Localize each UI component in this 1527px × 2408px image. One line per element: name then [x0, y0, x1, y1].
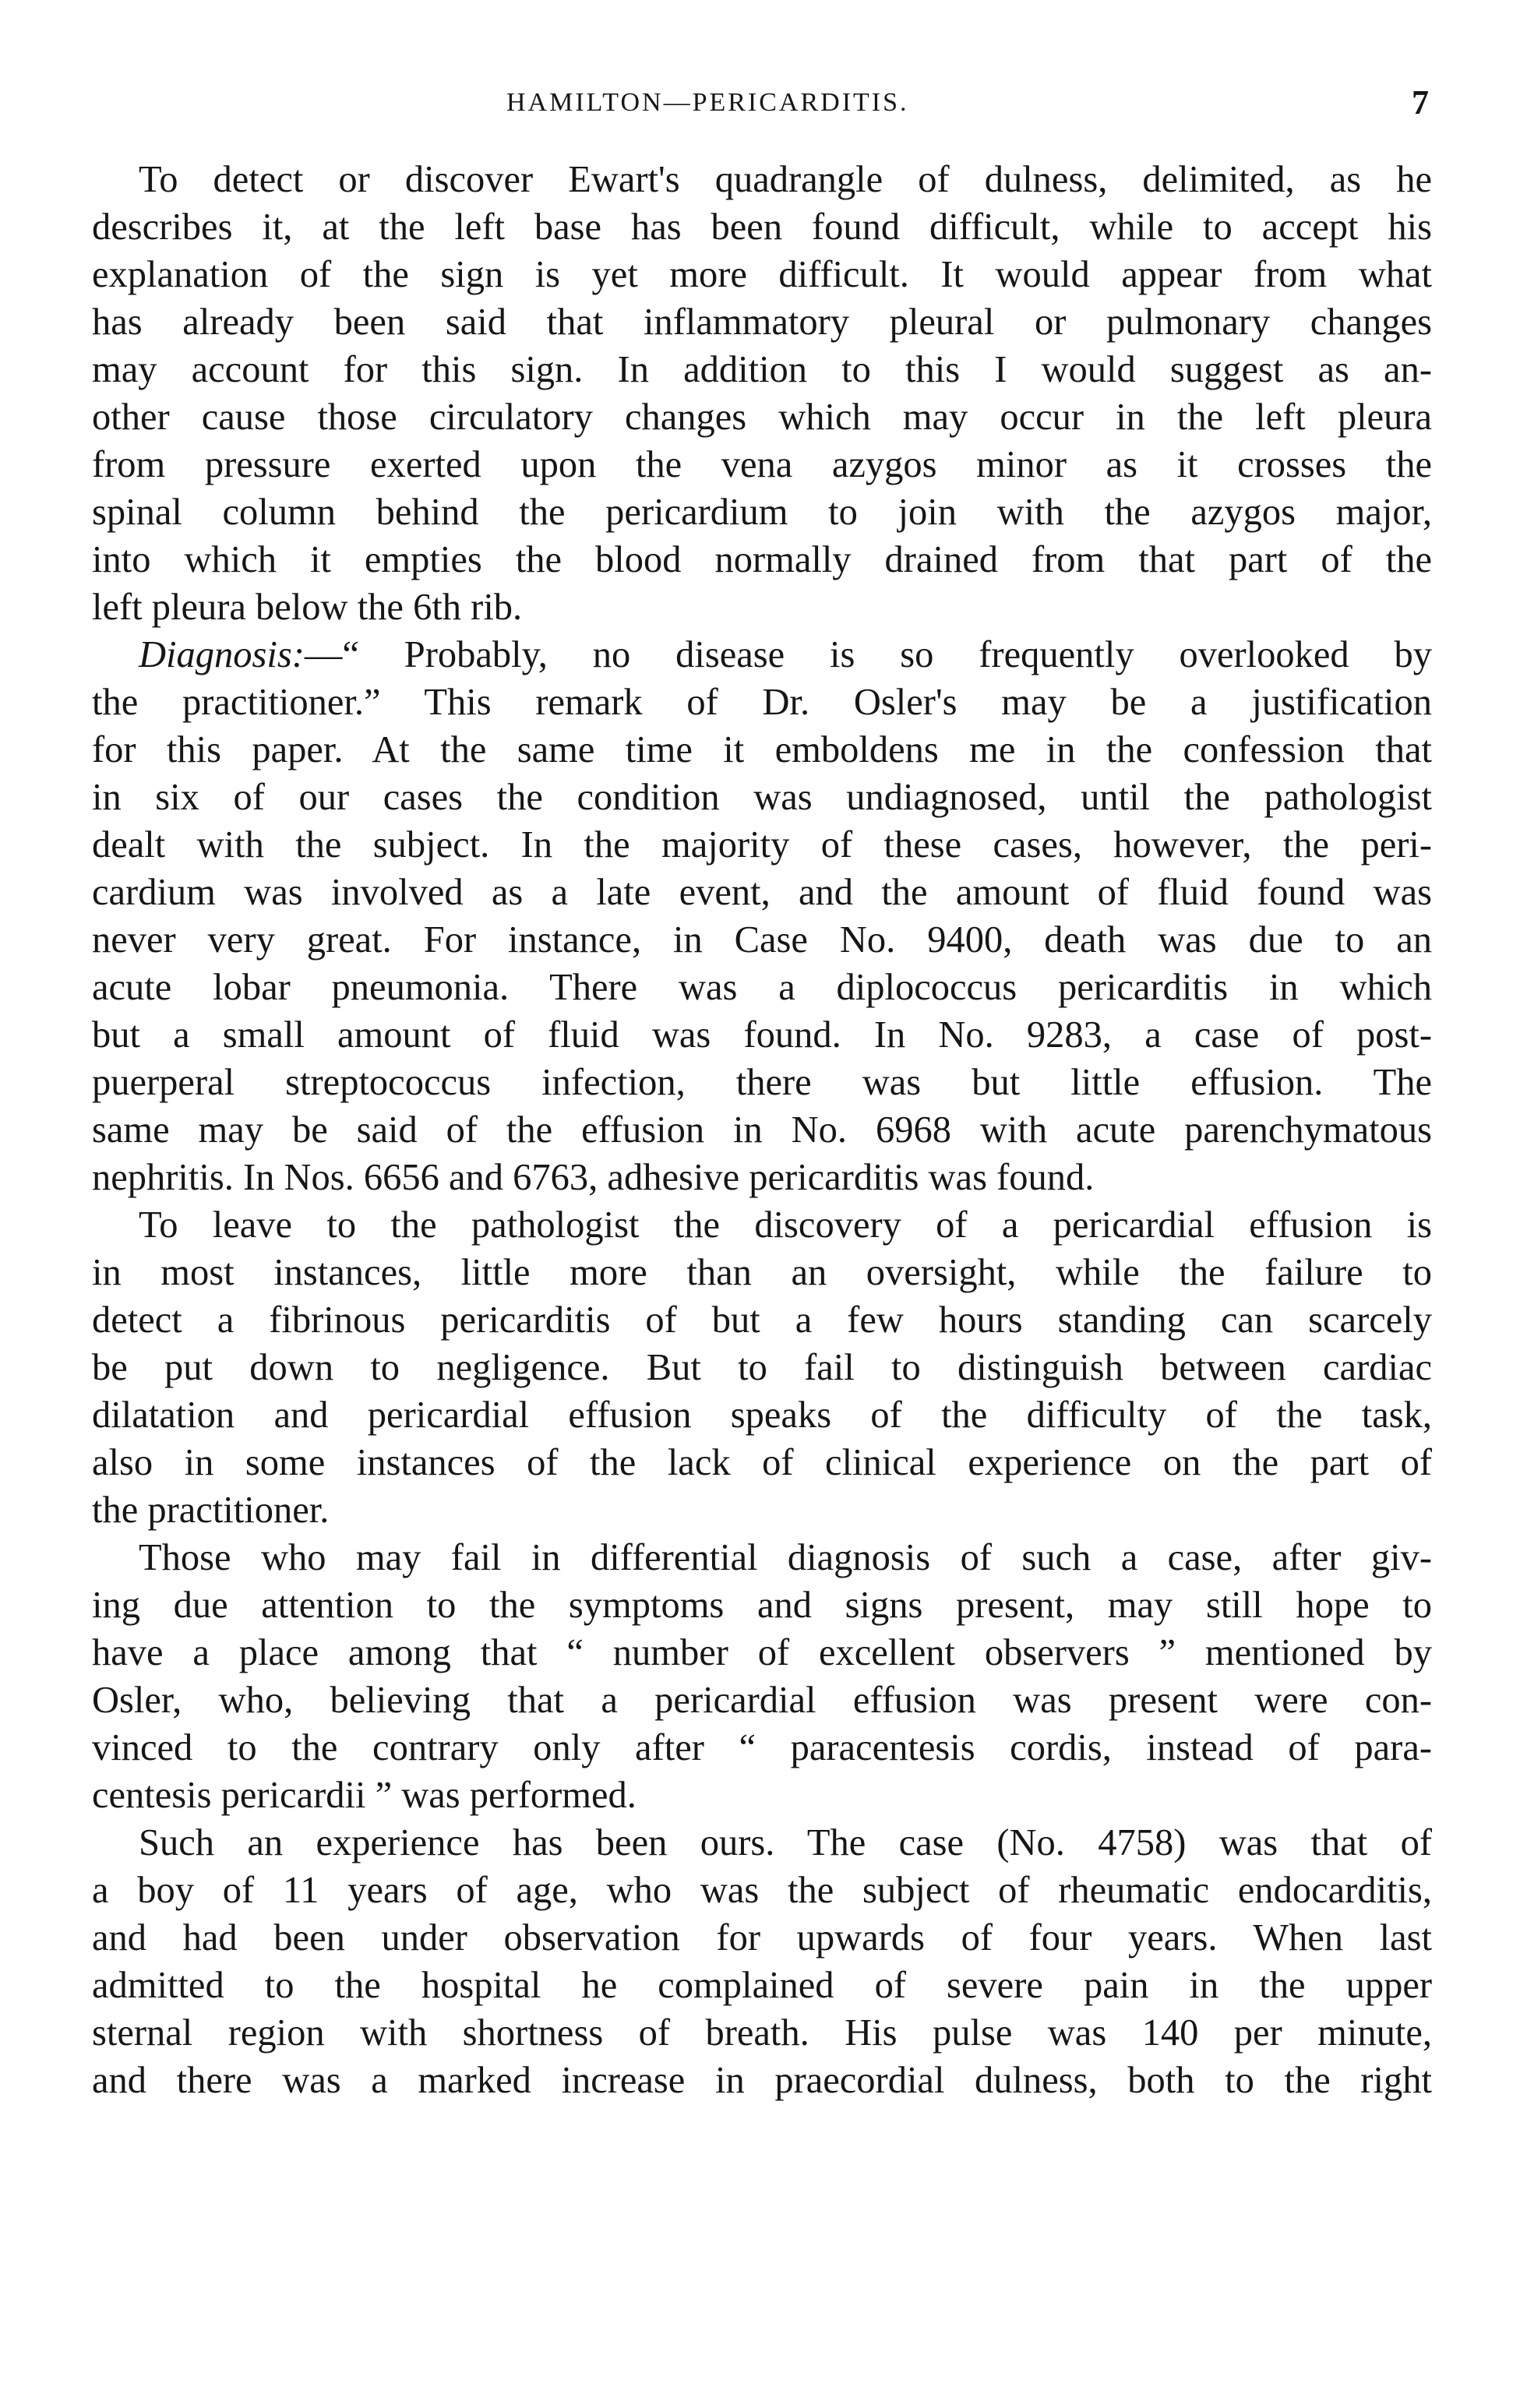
- text-line: Osler, who, believing that a pericardial effusion was present were con-: [92, 1680, 1432, 1721]
- text-line: Those who may fail in differential diagnosis of such a case, after giv-: [139, 1537, 1432, 1578]
- running-title: HAMILTON—PERICARDITIS.: [506, 88, 909, 117]
- text-line: describes it, at the left base has been found difficult, while to accept his: [92, 206, 1432, 248]
- text-line: [92, 631, 1432, 679]
- diagnosis-heading: Diagnosis:: [139, 634, 305, 675]
- text-line: Such an experience has been ours. The case (No. 4758) was that of: [139, 1822, 1432, 1863]
- diagnosis-quote-start: —“ Probably, no disease is so frequently overlooked by: [304, 634, 1432, 675]
- text-line: sternal region with shortness of breath. His pulse was 140 per minute,: [92, 2012, 1432, 2054]
- text-line: spinal column behind the pericardium to join with the azygos major,: [92, 492, 1432, 533]
- text-line: in most instances, little more than an oversight, while the failure to: [92, 1252, 1432, 1293]
- text-line: puerperal streptococcus infection, there was but little effusion. The: [92, 1062, 1432, 1103]
- text-line: detect a fibrinous pericarditis of but a few hours standing can scarcely: [92, 1299, 1432, 1341]
- text-line: admitted to the hospital he complained of severe pain in the upper: [92, 1965, 1432, 2006]
- text-line: ing due attention to the symptoms and signs present, may still hope to: [92, 1585, 1432, 1626]
- text-line: vinced to the contrary only after “ paracentesis cordis, instead of para-: [92, 1727, 1432, 1768]
- text-line: other cause those circulatory changes which may occur in the left pleura: [92, 397, 1432, 438]
- paragraph-pathologist: [92, 1201, 1432, 1534]
- text-line: To leave to the pathologist the discovery of a pericardial effusion is: [139, 1204, 1432, 1246]
- text-line: same may be said of the effusion in No. 6968 with acute parenchymatous: [92, 1109, 1432, 1151]
- text-line: also in some instances of the lack of clinical experience on the part of: [92, 1442, 1432, 1483]
- page-number: 7: [1412, 83, 1429, 122]
- text-line: a boy of 11 years of age, who was the subject of rheumatic endocarditis,: [92, 1870, 1432, 1911]
- text-line: has already been said that inflammatory pleural or pulmonary changes: [92, 301, 1432, 343]
- text-line: and had been under observation for upwards of four years. When last: [92, 1917, 1432, 1958]
- body-text: [92, 156, 1432, 2104]
- text-line: may account for this sign. In addition to this I would suggest as an-: [92, 349, 1432, 390]
- text-line: To detect or discover Ewart's quadrangle of dulness, delimited, as he: [139, 159, 1432, 200]
- paragraph-diagnosis: [92, 631, 1432, 1201]
- text-line: but a small amount of fluid was found. In No. 9283, a case of post-: [92, 1014, 1432, 1056]
- text-line: into which it empties the blood normally drained from that part of the: [92, 539, 1432, 580]
- text-line: acute lobar pneumonia. There was a diplococcus pericarditis in which: [92, 967, 1432, 1008]
- text-line: the practitioner.” This remark of Dr. Osler's may be a justification: [92, 682, 1432, 723]
- text-line: from pressure exerted upon the vena azygos minor as it crosses the: [92, 444, 1432, 485]
- text-line: for this paper. At the same time it emboldens me in the confession that: [92, 729, 1432, 770]
- text-line: nephritis. In Nos. 6656 and 6763, adhesive pericarditis was found.: [92, 1157, 1095, 1198]
- text-line: and there was a marked increase in praecordial dulness, both to the right: [92, 2060, 1432, 2101]
- text-line: explanation of the sign is yet more difficult. It would appear from what: [92, 254, 1432, 295]
- text-line: have a place among that “ number of excellent observers ” mentioned by: [92, 1632, 1432, 1673]
- paragraph-case-4758: [92, 1819, 1432, 2104]
- text-line: dilatation and pericardial effusion speaks of the difficulty of the task,: [92, 1394, 1432, 1436]
- text-line: left pleura below the 6th rib.: [92, 587, 523, 628]
- running-head: [0, 81, 1527, 125]
- paragraph-ewart-quadrangle: [92, 156, 1432, 631]
- text-line: dealt with the subject. In the majority of these cases, however, the peri-: [92, 824, 1432, 866]
- text-line: in six of our cases the condition was undiagnosed, until the pathologist: [92, 777, 1432, 818]
- text-line: cardium was involved as a late event, and the amount of fluid found was: [92, 872, 1432, 913]
- text-line: never very great. For instance, in Case No. 9400, death was due to an: [92, 919, 1432, 961]
- text-line: be put down to negligence. But to fail to distinguish between cardiac: [92, 1347, 1432, 1388]
- paragraph-differential-diagnosis: [92, 1534, 1432, 1819]
- text-line: the practitioner.: [92, 1490, 330, 1531]
- text-line: centesis pericardii ” was performed.: [92, 1775, 637, 1816]
